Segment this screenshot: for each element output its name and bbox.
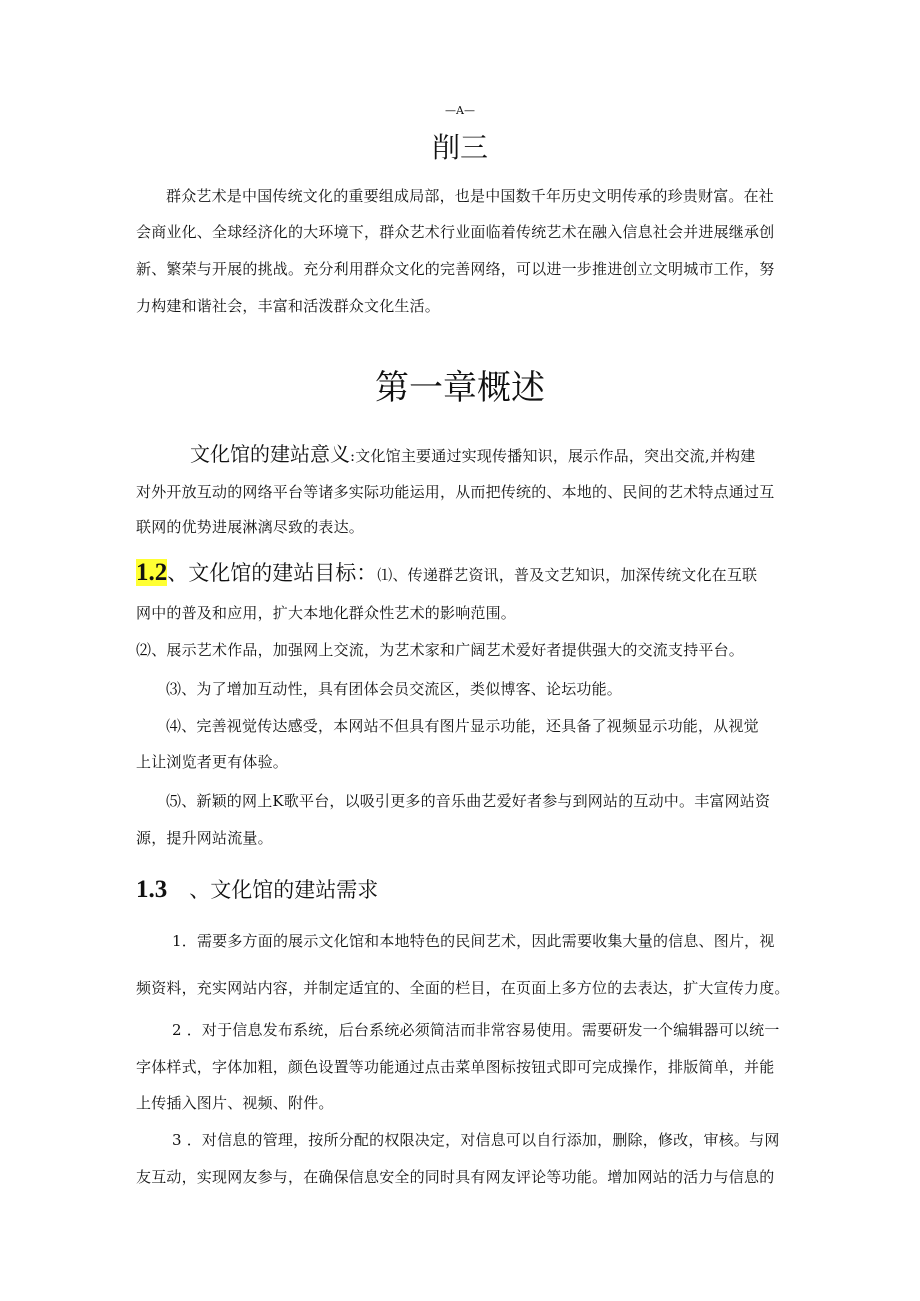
section-1-3-heading-line [136, 874, 378, 904]
section-1-3-line-4: 字体样式，字体加粗，颜色设置等功能通过点击菜单图标按钮式即可完成操作，排版简单，并能 [136, 1058, 775, 1076]
section-1-3-line-2: 频资料，充实网站内容，并制定适宜的、全面的栏目，在页面上多方位的去表达，扩大宣传力度。 [136, 979, 790, 997]
preface-line-1: 群众艺术是中国传统文化的重要组成局部，也是中国数千年历史文明传承的珍贵财富。在社 [166, 187, 775, 205]
section-1-2-item-4-cont: 上让浏览者更有体验。 [136, 753, 289, 771]
preface-line-3: 新、繁荣与开展的挑战。充分利用群众文化的完善网络，可以进一步推进创立文明城市工作，努 [136, 260, 775, 278]
preface-line-2: 会商业化、全球经济化的大环境下，群众艺术行业面临着传统艺术在融入信息社会并进展继承创 [136, 223, 775, 241]
section-1-3-line-6: 3 ．对信息的管理，按所分配的权限决定，对信息可以自行添加，删除，修改，审核。与网 [172, 1131, 780, 1149]
section-1-2-heading-line [136, 557, 757, 587]
preface-title: 削三 [431, 131, 488, 164]
section-1-1-first-line [190, 438, 755, 467]
section-1-2-item-3: ⑶、为了增加互动性，具有团体会员交流区，类似博客、论坛功能。 [166, 680, 623, 698]
preface-line-4: 力构建和谐社会，丰富和活泼群众文化生活。 [136, 297, 441, 315]
section-1-2-item-5: ⑸、新颖的网上K歌平台，以吸引更多的音乐曲艺爱好者参与到网站的互动中。丰富网站资 [166, 792, 771, 810]
section-1-3-line-7: 友互动，实现网友参与，在确保信息安全的同时具有网友评论等功能。增加网站的活力与信息的 [136, 1168, 775, 1186]
section-1-3-line-5: 上传插入图片、视频、附件。 [136, 1094, 334, 1112]
section-1-2-heading: 、文化馆的建站目标： [167, 561, 378, 585]
section-1-2-item-4: ⑷、完善视觉传达感受，本网站不但具有图片显示功能，还具备了视频显示功能，从视觉 [166, 717, 759, 735]
section-1-2-item-5-cont: 源，提升网站流量。 [136, 829, 273, 847]
section-1-2-item-1-cont: 网中的普及和应用，扩大本地化群众性艺术的影响范围。 [136, 604, 517, 622]
section-1-3-line-3: 2 ．对于信息发布系统，后台系统必须简洁而非常容易使用。需要研发一个编辑器可以统一 [172, 1021, 780, 1039]
section-1-1-line-3: 联网的优势进展淋漓尽致的表达。 [136, 518, 365, 536]
section-1-3-line-1: 1．需要多方面的展示文化馆和本地特色的民间艺术，因此需要收集大量的信息、图片，视 [172, 932, 775, 950]
section-1-1-line-1: :文化馆主要通过实现传播知识，展示作品，突出交流,并构建 [350, 447, 756, 465]
section-1-2-item-2: ⑵、展示艺术作品，加强网上交流，为艺术家和广阔艺术爱好者提供强大的交流支持平台。 [136, 641, 745, 659]
chapter-title: 第一章概述 [375, 368, 545, 408]
section-1-3-heading: 、文化馆的建站需求 [189, 878, 379, 902]
header-mark: —A— [445, 104, 475, 117]
section-1-1-line-2: 对外开放互动的网络平台等诸多实际功能运用，从而把传统的、本地的、民间的艺术特点通过互 [136, 483, 775, 501]
section-1-1-heading: 文化馆的建站意义 [190, 442, 350, 466]
section-1-3-number: 1.3 [136, 876, 168, 903]
section-1-2-item-1: ⑴、传递群艺资讯，普及文艺知识，加深传统文化在互联 [377, 566, 758, 584]
section-1-2-number: 1.2 [136, 559, 168, 586]
